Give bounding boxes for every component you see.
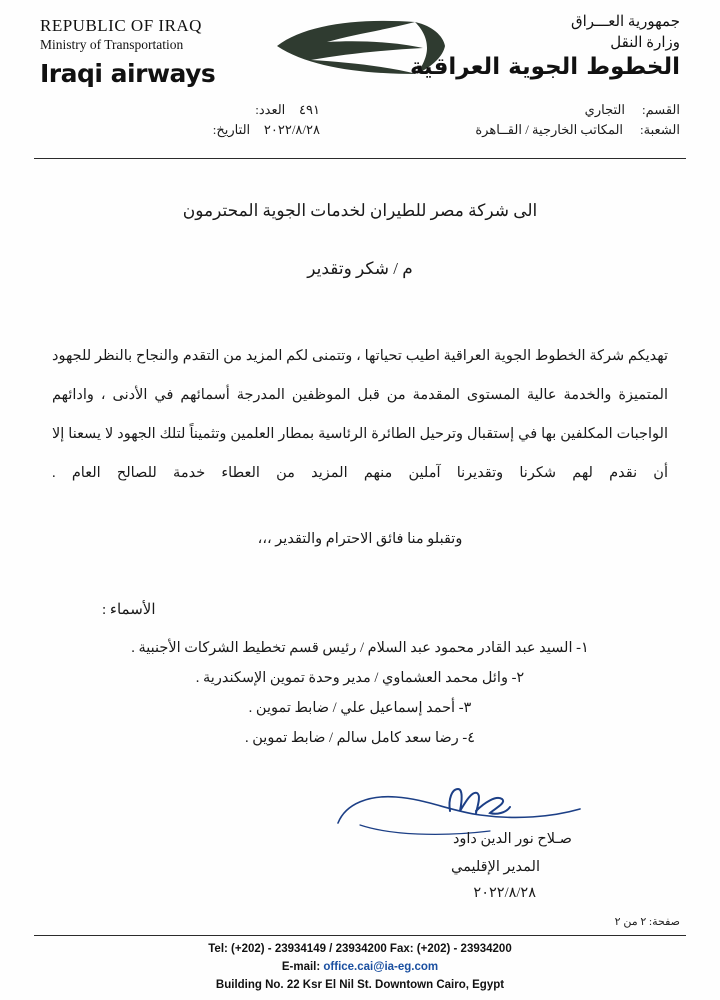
ministry-title: Ministry of Transportation: [40, 37, 184, 52]
letterhead-arabic: [410, 12, 680, 80]
footer-address-line: Building No. 22 Ksr El Nil St. Downtown Cairo, Egypt: [215, 979, 505, 991]
meta-number-row: [212, 100, 320, 120]
paragraph-1: تهديكم شركة الخطوط الجوية العراقية اطيب تحياتها ، وتتمنى لكم المزيد من التقدم والنجاح بالنظر للجهود المتميزة والخدمة عالية المستوى المقدمة من قبل الموظفين المدرجة أسمائهم في الأدنى ، وادائهم الواجبات المكلفين بها في إستقبال وترحيل الطائرة الرئاسية بمطار العلمين وتثميناً لتلك الجهود لا يسعنا إلا أن نقدم لهم شكرنا وتقديرنا آملين منهم المزيد من العطاء خدمة للصالح العام .: [52, 348, 668, 481]
letterhead-english: [40, 16, 215, 88]
arabic-ministry-title: وزارة النقل: [610, 35, 680, 51]
arabic-airways-wordmark: الخطوط الجوية العراقية: [409, 54, 680, 80]
republic-title: REPUBLIC OF IRAQ: [40, 16, 202, 35]
names-heading: الأسماء :: [102, 602, 156, 618]
signature-block: [52, 787, 668, 907]
signatory-title: المدير الإقليمي: [451, 859, 540, 875]
meta-section-row: [475, 100, 680, 120]
meta-date-row: [212, 120, 320, 140]
meta-number-label: العدد:: [255, 102, 286, 117]
arabic-republic-title: جمهورية العـــراق: [570, 14, 680, 30]
list-item: ٢- وائل محمد العشماوي / مدير وحدة تموين الإسكندرية .: [195, 670, 525, 686]
signature-date: ٢٠٢٢/٨/٢٨: [473, 885, 536, 901]
footer-contact: [0, 940, 720, 994]
document-meta: [0, 96, 720, 154]
list-item: ١- السيد عبد القادر محمود عبد السلام / رئيس قسم تخطيط الشركات الأجنبية .: [131, 640, 589, 656]
meta-date-label: التاريخ:: [212, 122, 251, 137]
names-list: [52, 633, 668, 753]
page-number: صفحة: ٢ من ٢: [614, 916, 680, 928]
footer-email-address[interactable]: office.cai@ia-eg.com: [323, 961, 439, 973]
letter-paragraphs: [52, 337, 668, 493]
list-item: ٣- أحمد إسماعيل علي / ضابط تموين .: [248, 700, 472, 716]
letterhead: [0, 0, 720, 96]
footer-divider: [34, 935, 686, 936]
iraqi-airways-wordmark: Iraqi airways: [40, 59, 216, 88]
footer-email-line: [0, 958, 720, 976]
signatory-name: صـلاح نور الدين داود: [452, 831, 572, 847]
meta-branch-row: [475, 120, 680, 140]
meta-number-value: ٤٩١: [299, 102, 320, 117]
closing-line: وتقبلو منا فائق الاحترام والتقدير ،،،: [257, 531, 463, 547]
meta-branch-value: المكاتب الخارجية / القــاهرة: [475, 122, 624, 137]
header-divider: [34, 158, 686, 159]
letter-body: [0, 201, 720, 907]
footer-email-label: E-mail:: [281, 961, 321, 973]
meta-branch-label: الشعبة:: [640, 122, 680, 137]
list-item: ٤- رضا سعد كامل سالم / ضابط تموين .: [245, 730, 475, 746]
meta-date-value: ٢٠٢٢/٨/٢٨: [263, 122, 320, 137]
meta-number-date: [212, 100, 320, 140]
meta-section-branch: [475, 100, 680, 140]
recipient-line: الى شركة مصر للطيران لخدمات الجوية المحترمون: [182, 201, 538, 220]
meta-section-label: القسم:: [641, 102, 680, 117]
meta-section-value: التجاري: [584, 102, 625, 117]
subject-line: م / شكر وتقدير: [307, 259, 413, 278]
footer-phone-line: Tel: (+202) - 23934149 / 23934200 Fax: (+202) - 23934200: [208, 943, 512, 955]
